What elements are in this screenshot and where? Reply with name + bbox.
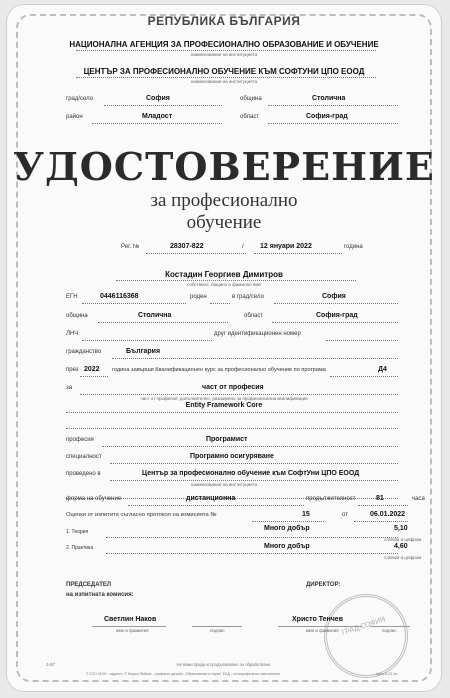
for-label: за bbox=[66, 385, 73, 391]
footer-price: Цена 0,24 лв. bbox=[376, 672, 399, 676]
district-value: Младост bbox=[142, 113, 173, 120]
person-name: Костадин Георгиев Димитров bbox=[165, 270, 283, 279]
chair-label: ПРЕДСЕДАТЕЛ bbox=[66, 582, 112, 588]
course-subject: Entity Framework Core bbox=[185, 402, 263, 409]
form-label: форма на обучение bbox=[66, 496, 122, 502]
agency-name: НАЦИОНАЛНА АГЕНЦИЯ ЗА ПРОФЕСИОНАЛНО ОБРАЗОВАНИЕ И ОБУЧЕНИЕ bbox=[69, 40, 379, 49]
chair-sub: на изпитната комисия: bbox=[66, 592, 134, 598]
citizenship-label: гражданство bbox=[66, 349, 102, 355]
director-name: Христо Тенчев bbox=[292, 616, 344, 623]
person-region-label: област bbox=[244, 313, 264, 319]
held-label: проведено в bbox=[66, 471, 101, 477]
practice-grade-caption: словом и цифром bbox=[384, 555, 422, 560]
theory-label: 1. Теория bbox=[66, 529, 89, 535]
born-label: роден bbox=[190, 294, 207, 300]
person-region: София-град bbox=[316, 312, 358, 319]
born-city: София bbox=[322, 293, 346, 300]
hours-value: 81 bbox=[376, 495, 384, 502]
profession-value: Програмист bbox=[206, 436, 248, 443]
practice-grade-word: Много добър bbox=[264, 543, 310, 550]
form-value: дистанционна bbox=[186, 495, 236, 502]
practice-label: 2. Практика bbox=[66, 545, 94, 551]
footer-note: Не важи преди и продължаване за обработване. bbox=[176, 662, 272, 667]
certificate-card: РЕПУБЛИКА БЪЛГАРИЯ НАЦИОНАЛНА АГЕНЦИЯ ЗА ПРОФЕСИОНАЛНО ОБРАЗОВАНИЕ И ОБУЧЕНИЕ наименование на институцията ЦЕНТЪР ЗА ПРОФЕСИОНАЛНО ОБУЧЕНИЕ КЪМ СОФТУНИ ЦПО ЕООД наименование на институцията град/село София община Столична район Младост област София-град УДОСТОВЕРЕНИЕ за професионално обучение Рег. № 28307-822 / 12 януари 2022 година Костадин Георгиев Димитров собствено, бащино и фамилно име ЕГН 0446116368 роден в град/село София община Столична област София-град ЛНЧ друг идентификационен номер гражданство България през 2022 година завърши Квалификационен курс за професионално обучение по програма Д4 за част от професия част от професия, допълнително, разширено за професионална квалификация Entity Framework Core професия Програмист специалност Програмно осигуряване проведено в Център за професионално обучение към СофтУни ЦПО ЕООД наименование на институцията форма на обучение дистанционна продължителност 81 часа Оценки от изпитите съгласно протокол на комисията № 15 от 06.01.2022 1. Теория Много добър 5,10 словом и цифром 2. Практика Много добър 4,60 словом и цифром ПРЕДСЕДАТЕЛ на изпитната комисия: ДИРЕКТОР: ГРАД СОФИЯ Светлин Наков име и фамилия подпис Христо Тенчев име и фамилия подпис 3-87 Не важи преди и продължаване за обработване. © 2021 МОН - издател, © Марин Пейков - графичен дизайн, „Образование и наука" ЕАД - полиграфическо изпълнение Цена 0,24 лв. bbox=[6, 4, 442, 692]
region-value: София-град bbox=[306, 113, 348, 120]
country-title: РЕПУБЛИКА БЪЛГАРИЯ bbox=[147, 14, 301, 28]
center-caption: наименование на институцията bbox=[190, 79, 258, 84]
region-label: област bbox=[240, 114, 260, 120]
course-part-caption: част от професия, допълнително, разширено за професионална квалификация bbox=[140, 396, 308, 401]
center-name: ЦЕНТЪР ЗА ПРОФЕСИОНАЛНО ОБУЧЕНИЕ КЪМ СОФТУНИ ЦПО ЕООД bbox=[83, 67, 365, 76]
protocol-number: 15 bbox=[302, 511, 310, 518]
person-municipality-label: община bbox=[66, 313, 88, 319]
city-value: София bbox=[146, 95, 170, 102]
theory-grade-caption: словом и цифром bbox=[384, 537, 422, 542]
specialty-label: специалност bbox=[66, 454, 102, 460]
city-label: град/село bbox=[66, 96, 94, 102]
egn-label: ЕГН bbox=[66, 294, 78, 300]
reg-label: Рег. № bbox=[121, 244, 140, 250]
director-name-caption: име и фамилия bbox=[306, 628, 339, 633]
egn-value: 0446116368 bbox=[100, 293, 139, 300]
hours-label: часа bbox=[412, 496, 425, 502]
reg-number: 28307-822 bbox=[170, 243, 204, 250]
theory-grade-word: Много добър bbox=[264, 525, 310, 532]
district-label: район bbox=[66, 114, 83, 120]
chair-name: Светлин Наков bbox=[104, 616, 157, 623]
footer-printer: © 2021 МОН - издател, © Марин Пейков - графичен дизайн, „Образование и наука" ЕАД - полиграфическо изпълнение bbox=[86, 672, 281, 676]
director-label: ДИРЕКТОР: bbox=[306, 582, 341, 588]
footer-code: 3-87 bbox=[46, 662, 56, 667]
municipality-label: община bbox=[240, 96, 262, 102]
held-caption: наименование на институцията bbox=[190, 482, 258, 487]
course-year: 2022 bbox=[84, 366, 100, 373]
duration-label: продължителност bbox=[306, 496, 356, 502]
theory-grade: 5,10 bbox=[394, 525, 408, 532]
year-suffix: година bbox=[344, 244, 363, 250]
person-name-caption: собствено, бащино и фамилно име bbox=[187, 282, 261, 287]
agency-caption: наименование на институцията bbox=[190, 52, 258, 57]
lnch-label: ЛНЧ bbox=[66, 331, 79, 337]
other-id-label: друг идентификационен номер bbox=[214, 331, 301, 337]
practice-grade: 4,60 bbox=[394, 543, 408, 550]
person-municipality: Столична bbox=[138, 312, 172, 319]
specialty-value: Програмно осигуряване bbox=[190, 453, 274, 460]
profession-label: професия bbox=[66, 437, 94, 443]
exam-text: Оценки от изпитите съгласно протокол на комисията № bbox=[66, 512, 217, 518]
completed-text: година завърши Квалификационен курс за професионално обучение по програма bbox=[112, 367, 326, 373]
chair-name-caption: име и фамилия bbox=[116, 628, 149, 633]
course-part: част от професия bbox=[202, 384, 264, 391]
program-value: Д4 bbox=[378, 366, 387, 373]
held-at-value: Център за професионално обучение към СофтУни ЦПО ЕООД bbox=[142, 470, 360, 477]
from-label: от bbox=[342, 512, 348, 518]
certificate-title: УДОСТОВЕРЕНИЕ bbox=[13, 144, 435, 189]
certificate-subtitle-2: обучение bbox=[186, 212, 262, 233]
year-prefix: през bbox=[66, 367, 79, 373]
stamp-text: ГРАД СОФИЯ bbox=[341, 616, 387, 637]
citizenship-value: България bbox=[126, 348, 161, 355]
reg-date: 12 януари 2022 bbox=[260, 243, 312, 250]
born-in-label: в град/село bbox=[232, 294, 264, 300]
director-sign-caption: подпис bbox=[382, 628, 397, 633]
chair-sign-caption: подпис bbox=[210, 628, 225, 633]
protocol-date: 06.01.2022 bbox=[370, 511, 406, 518]
certificate-subtitle-1: за професионално bbox=[150, 190, 298, 211]
municipality-value: Столична bbox=[312, 95, 346, 102]
